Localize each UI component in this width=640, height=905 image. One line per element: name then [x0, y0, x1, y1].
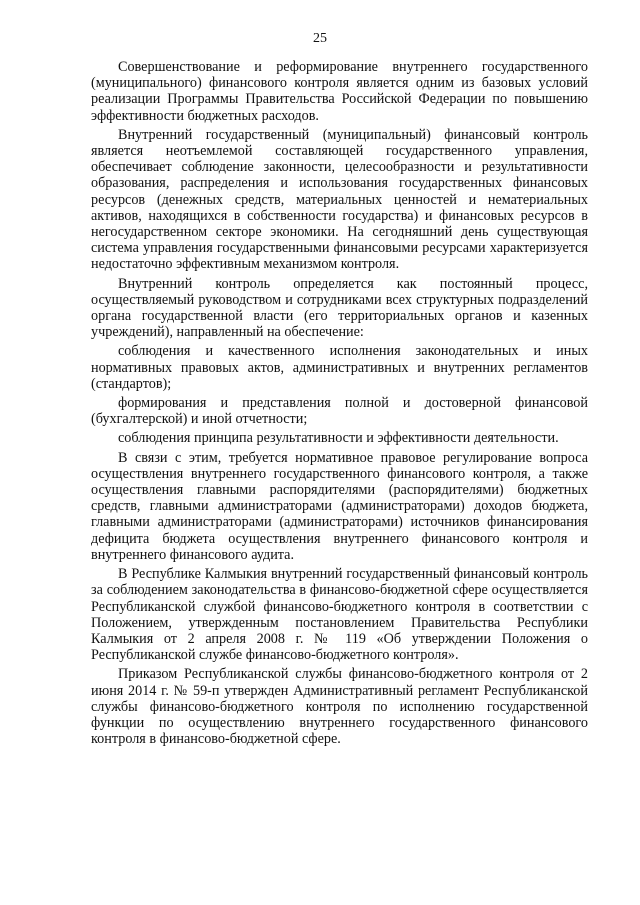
paragraph-goal-compliance: соблюдения и качественного исполнения законодательных и иных нормативных правовых актов, административных и внутренних регламентов (стандартов);	[91, 343, 588, 392]
paragraph-program-context: Совершенствование и реформирование внутреннего государственного (муниципального) финансового контроля является одним из базовых условий реализации Программы Правительства Российской Федерации по повышению эффективности бюджетных расходов.	[91, 59, 588, 124]
paragraph-regulation-need: В связи с этим, требуется нормативное правовое регулирование вопроса осуществления внутреннего государственного финансового контроля, а также осуществления главными распорядителями (распорядителями) бюджетных средств, главными администраторами (администраторами) доходов бюджета, главными администраторами (администраторами) источников финансирования дефицита бюджета осуществления внутреннего финансового контроля и внутреннего финансового аудита.	[91, 449, 588, 563]
paragraph-order-2014: Приказом Республиканской службы финансово-бюджетного контроля от 2 июня 2014 г. № 59-п утвержден Административный регламент Республиканской службы финансово-бюджетного контроля по исполнению государственной функции по осуществлению внутреннего государственного финансового контроля в финансово-бюджетной сфере.	[91, 666, 588, 748]
page-number: 25	[313, 31, 327, 46]
document-body	[91, 59, 588, 750]
paragraph-internal-control: Внутренний контроль определяется как постоянный процесс, осуществляемый руководством и сотрудниками всех структурных подразделений органа государственной власти (его территориальных органов и казенных учреждений), направленный на обеспечение:	[91, 275, 588, 341]
paragraph-goal-reporting: формирования и представления полной и достоверной финансовой (бухгалтерской) и иной отчетности;	[91, 395, 588, 428]
paragraph-control-definition: Внутренний государственный (муниципальный) финансовый контроль является неотъемлемой составляющей государственного управления, обеспечивает соблюдение законности, целесообразности и результативности образования, распределения и использования государственных финансовых ресурсов (денежных средств, материальных ценностей и нематериальных активов, находящихся в собственности государства) и финансовых ресурсов в негосударственном секторе экономики. На сегодняшний день существующая система управления государственными финансовыми ресурсами характеризуется недостаточно эффективным механизмом контроля.	[91, 126, 588, 273]
paragraph-kalmykia-service: В Республике Калмыкия внутренний государственный финансовый контроль за соблюдением законодательства в финансово-бюджетной сфере осуществляется Республиканской службой финансово-бюджетного контроля в соответствии с Положением, утвержденным постановлением Правительства Республики Калмыкия от 2 апреля 2008 г. № 119 «Об утверждении Положения о Республиканской службе финансово-бюджетного контроля».	[91, 566, 588, 664]
paragraph-goal-efficiency: соблюдения принципа результативности и эффективности деятельности.	[118, 430, 559, 447]
